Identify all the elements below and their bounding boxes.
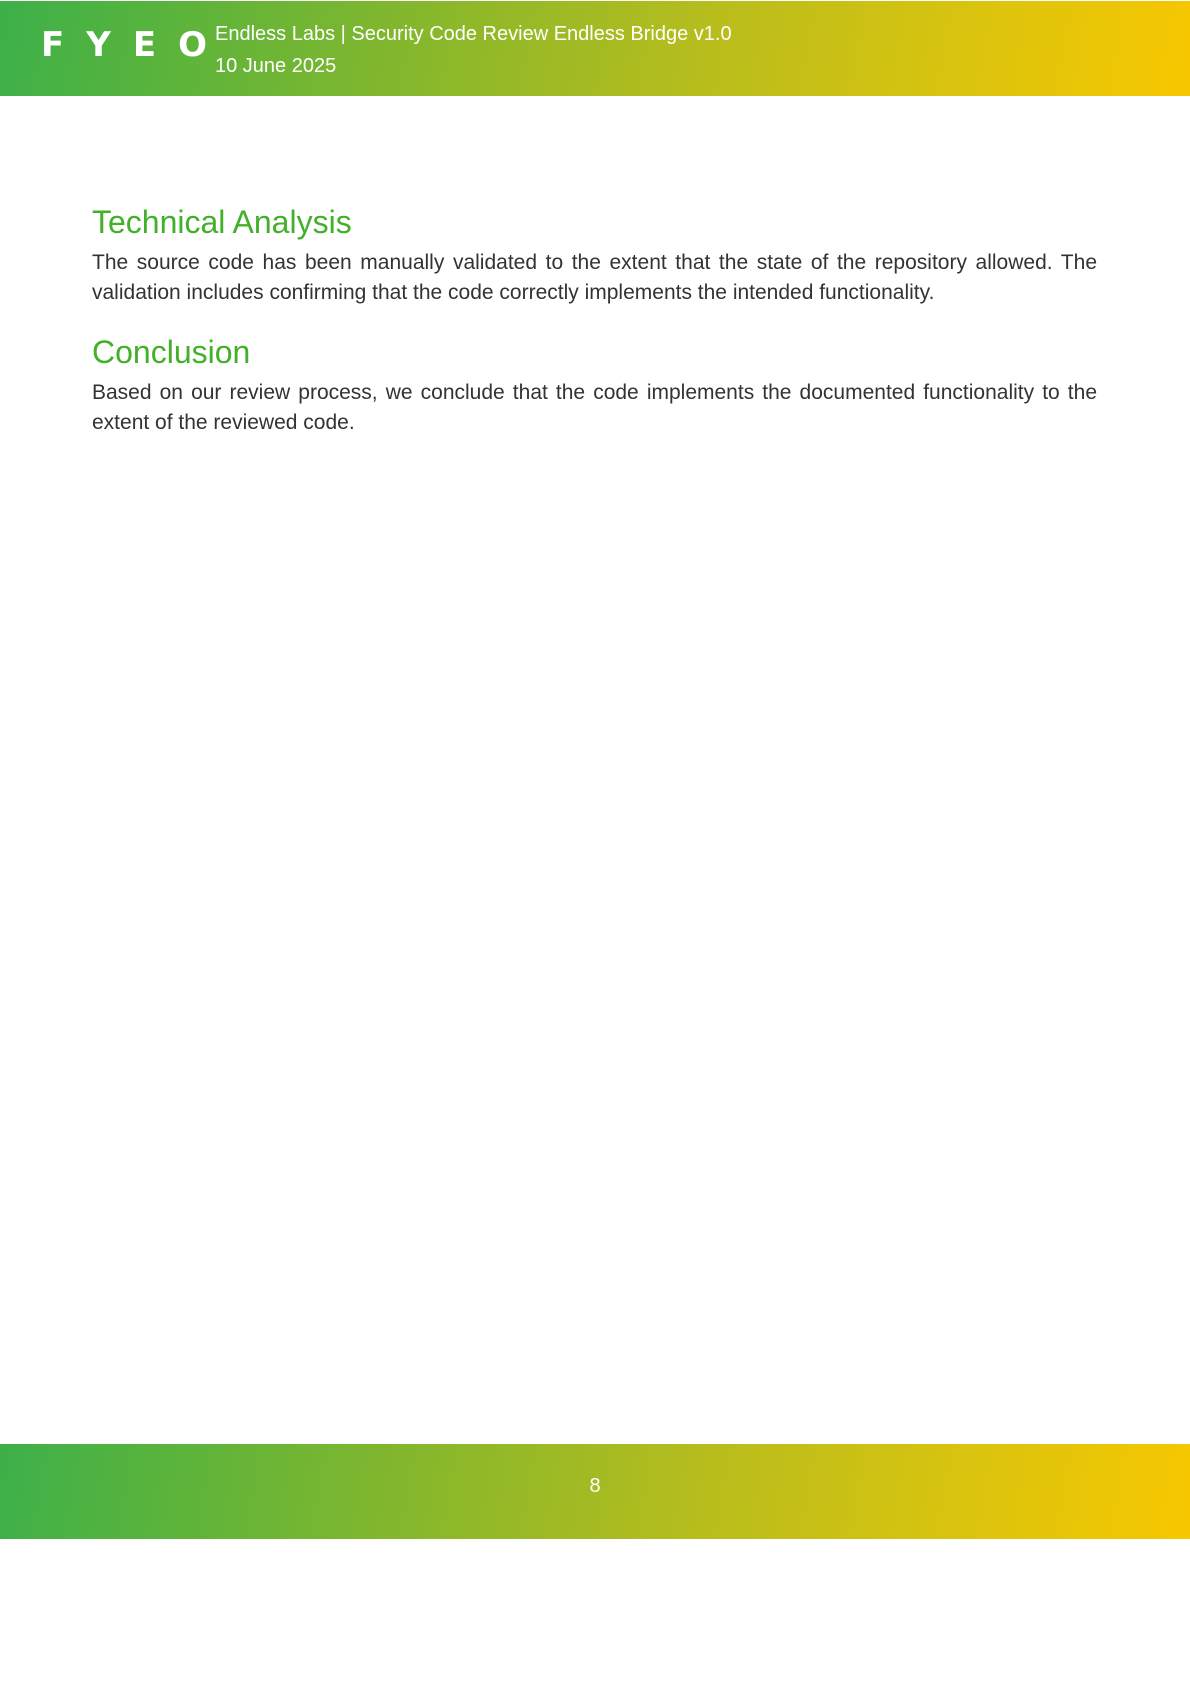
section-body: Based on our review process, we conclude that the code implements the documented functionality to the extent of the reviewed code. — [92, 381, 1097, 434]
section-body: The source code has been manually validated to the extent that the state of the repository allowed. The validation includes confirming that the code correctly implements the intended functionality. — [92, 251, 1097, 304]
page-number: 8 — [589, 1475, 601, 1497]
page-content — [92, 200, 1097, 438]
document-title: Endless Labs | Security Code Review Endless Bridge v1.0 — [215, 23, 732, 45]
section-heading: Technical Analysis — [92, 204, 352, 240]
technical-analysis-section — [92, 200, 1097, 308]
fyeo-logo: FYEO — [41, 25, 229, 65]
conclusion-section — [92, 330, 1097, 438]
section-heading: Conclusion — [92, 334, 251, 370]
document-date: 10 June 2025 — [215, 55, 337, 77]
